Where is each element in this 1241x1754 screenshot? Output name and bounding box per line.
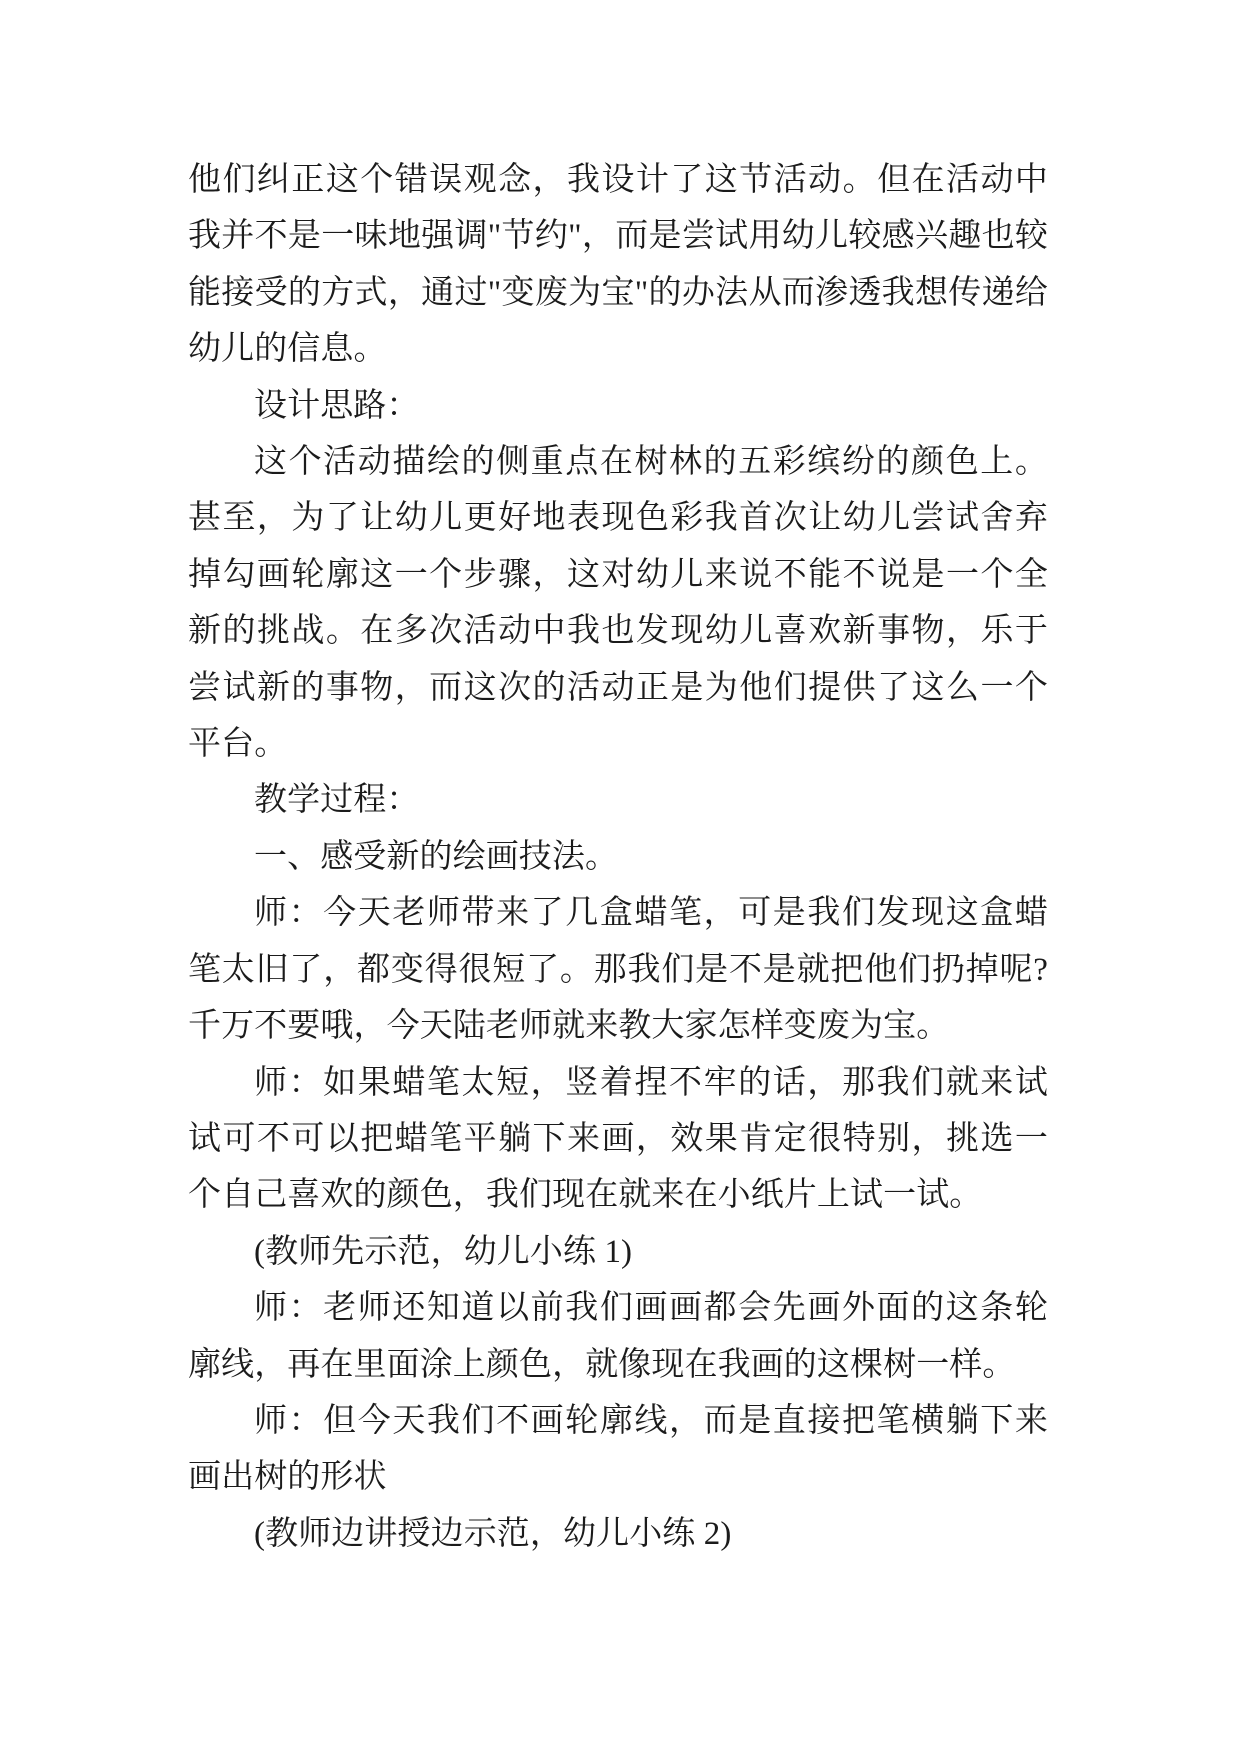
paragraph: 教学过程： <box>254 782 420 819</box>
paragraph: 师：今天老师带来了几盒蜡笔，可是我们发现这盒蜡笔太旧了，都变得很短了。那我们是不是就把他们扔掉呢?千万不要哦，今天陆老师就来教大家怎样变废为宝。 <box>188 895 1048 1045</box>
paragraph: 师：如果蜡笔太短，竖着捏不牢的话，那我们就来试试可不可以把蜡笔平躺下来画，效果肯定很特别，挑选一个自己喜欢的颜色，我们现在就来在小纸片上试一试。 <box>188 1064 1048 1214</box>
paragraph: 设计思路： <box>254 387 420 424</box>
paragraph: 师：老师还知道以前我们画画都会先画外面的这条轮廓线，再在里面涂上颜色，就像现在我画的这棵树一样。 <box>188 1290 1048 1383</box>
paragraph: (教师先示范，幼儿小练 1) <box>254 1233 633 1270</box>
paragraph: 一、感受新的绘画技法。 <box>254 838 619 875</box>
paragraph: (教师边讲授边示范，幼儿小练 2) <box>254 1515 732 1552</box>
paragraph: 他们纠正这个错误观念，我设计了这节活动。但在活动中我并不是一味地强调"节约"，而是尝试用幼儿较感兴趣也较能接受的方式，通过"变废为宝"的办法从而渗透我想传递给幼儿的信息。 <box>188 162 1048 368</box>
paragraph: 师：但今天我们不画轮廓线，而是直接把笔横躺下来画出树的形状 <box>188 1402 1048 1496</box>
paragraph: 这个活动描绘的侧重点在树林的五彩缤纷的颜色上。甚至，为了让幼儿更好地表现色彩我首次让幼儿尝试舍弃掉勾画轮廓这一个步骤，这对幼儿来说不能不说是一个全新的挑战。在多次活动中我也发现幼儿喜欢新事物，乐于尝试新的事物，而这次的活动正是为他们提供了这么一个平台。 <box>188 444 1048 763</box>
document-body <box>188 152 1048 1562</box>
